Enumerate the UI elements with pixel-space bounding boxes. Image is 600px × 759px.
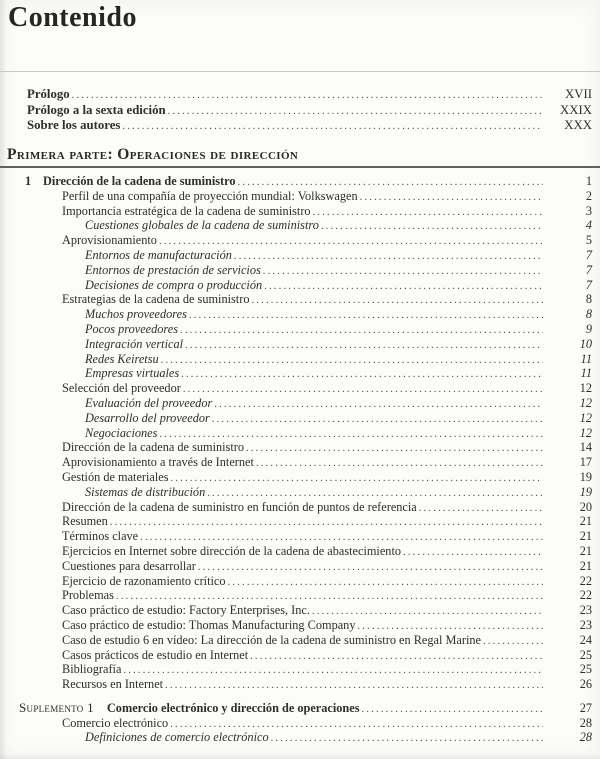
toc-entry <box>0 633 592 648</box>
entry-page: 14 <box>579 440 592 455</box>
entry-page: 3 <box>585 203 592 218</box>
entry-page: 12 <box>579 410 592 425</box>
entry-page: 20 <box>579 499 592 514</box>
entry-page: 24 <box>579 632 592 647</box>
entry-label: Entornos de manufacturación <box>85 247 232 262</box>
dot-leader <box>168 103 543 120</box>
entry-page: 21 <box>579 514 592 529</box>
entry-page: 25 <box>579 662 592 677</box>
toc-entry <box>0 500 592 515</box>
toc-entry <box>0 411 592 426</box>
toc-entry <box>0 118 592 134</box>
entry-page: 12 <box>579 425 592 440</box>
entry-page: 11 <box>580 366 592 381</box>
entry-label: Gestión de materiales <box>62 469 169 484</box>
toc-entry <box>0 87 592 103</box>
entry-page: 8 <box>585 292 592 307</box>
entry-page: 22 <box>579 588 592 603</box>
entry-label: Caso práctico de estudio: Thomas Manufacturing Company <box>62 617 356 632</box>
toc-entry <box>0 603 592 618</box>
toc-entry <box>0 233 592 248</box>
dot-leader <box>72 87 543 104</box>
toc-entry <box>0 263 592 278</box>
entry-page: 5 <box>585 233 592 248</box>
entry-label: Empresas virtuales <box>85 366 180 381</box>
entry-page: 7 <box>585 277 592 292</box>
toc-entry <box>0 470 592 485</box>
entry-page: 26 <box>579 677 592 692</box>
toc-entry <box>0 426 592 441</box>
chapter-number: 1 <box>25 174 32 188</box>
entry-page: 21 <box>579 529 592 544</box>
toc-entry <box>0 559 592 574</box>
entry-label: Cuestiones globales de la cadena de suministro <box>85 218 319 233</box>
toc-entry <box>0 455 592 470</box>
toc-entry <box>0 544 592 559</box>
toc-entry <box>0 574 592 589</box>
dot-leader <box>165 677 543 694</box>
entry-label: Decisiones de compra o producción <box>85 277 263 292</box>
page-title: Contenido <box>8 2 137 33</box>
entry-label: Perfil de una compañía de proyección mundial: Volkswagen <box>62 188 358 203</box>
entry-label: Cuestiones para desarrollar <box>62 558 196 573</box>
front-matter-list <box>0 87 592 134</box>
entry-label: Prólogo a la sexta edición <box>27 102 166 117</box>
entry-page: 21 <box>579 558 592 573</box>
entry-label: Términos clave <box>62 529 139 544</box>
entry-label: Prólogo <box>27 87 70 101</box>
entry-label: Importancia estratégica de la cadena de suministro <box>62 203 311 218</box>
dot-leader <box>271 730 543 747</box>
entry-page: 10 <box>579 336 592 351</box>
entry-page: 11 <box>580 351 592 366</box>
top-divider <box>0 71 600 72</box>
toc-entry <box>0 514 592 529</box>
toc-entry <box>0 396 592 411</box>
entry-label: Ejercicios en Internet sobre dirección de la cadena de abastecimiento <box>62 543 402 558</box>
toc-entry <box>0 218 592 233</box>
entry-page: 2 <box>585 188 592 203</box>
entry-label: Redes Keiretsu <box>85 351 159 366</box>
entry-label: Negociaciones <box>85 425 158 440</box>
toc-entry <box>0 337 592 352</box>
entry-label: Ejercicio de razonamiento crítico <box>62 573 226 588</box>
toc-entry <box>0 248 592 263</box>
entry-label: Aprovisionamiento a través de Internet <box>62 455 254 470</box>
section-title: Dirección de la cadena de suministro <box>43 174 236 188</box>
chapter-list <box>0 174 592 745</box>
entry-label: Entornos de prestación de servicios <box>85 262 261 277</box>
toc-entry <box>0 716 592 731</box>
entry-page: 12 <box>579 381 592 396</box>
entry-page: 7 <box>585 247 592 262</box>
entry-page: 12 <box>579 395 592 410</box>
section-heading-entry <box>0 174 592 189</box>
entry-label: Aprovisionamiento <box>62 233 157 248</box>
entry-label: Estrategias de la cadena de suministro <box>62 292 250 307</box>
entry-page: 27 <box>579 700 592 715</box>
entry-page: 19 <box>579 469 592 484</box>
section-title: Comercio electrónico y dirección de operaciones <box>106 700 360 715</box>
toc-entry <box>0 352 592 367</box>
entry-page: 23 <box>579 603 592 618</box>
entry-label: Problemas <box>62 588 114 603</box>
entry-page: XXX <box>564 118 592 132</box>
entry-label: Comercio electrónico <box>62 715 169 730</box>
toc-entry <box>0 322 592 337</box>
entry-label: Desarrollo del proveedor <box>85 410 210 425</box>
toc-entry <box>0 307 592 322</box>
toc-entry <box>0 366 592 381</box>
dot-leader <box>122 118 543 135</box>
entry-page: 1 <box>585 174 592 188</box>
toc-entry <box>0 440 592 455</box>
part-heading: Primera parte: Operaciones de dirección <box>7 146 299 163</box>
entry-page: 19 <box>579 484 592 499</box>
entry-page: 28 <box>579 730 592 745</box>
entry-label: Bibliografía <box>62 662 122 677</box>
entry-page: XXIX <box>560 102 592 117</box>
toc-entry <box>0 278 592 293</box>
toc-entry <box>0 103 592 119</box>
toc-entry <box>0 529 592 544</box>
entry-label: Definiciones de comercio electrónico <box>85 730 269 745</box>
entry-label: Sistemas de distribución <box>85 484 206 499</box>
supplement-label: Suplemento 1 <box>19 699 94 715</box>
entry-label: Sobre los autores <box>27 118 121 132</box>
entry-page: XVII <box>564 87 592 101</box>
entry-label: Pocos proveedores <box>85 321 178 336</box>
entry-page: 28 <box>579 715 592 730</box>
entry-label: Dirección de la cadena de suministro en función de puntos de referencia <box>62 499 417 514</box>
entry-label: Casos prácticos de estudio en Internet <box>62 647 249 662</box>
entry-page: 22 <box>579 573 592 588</box>
entry-label: Selección del proveedor <box>62 381 181 396</box>
entry-page: 25 <box>579 647 592 662</box>
entry-label: Caso de estudio 6 en vídeo: La dirección de la cadena de suministro en Regal Marine <box>62 632 481 647</box>
toc-entry <box>0 677 592 692</box>
toc-entry <box>0 485 592 500</box>
toc-entry <box>0 204 592 219</box>
toc-entry <box>0 381 592 396</box>
toc-entry <box>0 292 592 307</box>
part-divider <box>0 166 600 168</box>
toc-entry <box>0 648 592 663</box>
entry-label: Evaluación del proveedor <box>85 395 213 410</box>
toc-entry <box>0 662 592 677</box>
toc-entry <box>0 189 592 204</box>
section-heading-entry <box>0 701 592 716</box>
entry-page: 7 <box>585 262 592 277</box>
entry-page: 21 <box>579 543 592 558</box>
toc-entry <box>0 730 592 745</box>
toc-entry <box>0 618 592 633</box>
scan-edge-shadow <box>0 754 600 759</box>
entry-page: 4 <box>585 218 592 233</box>
entry-label: Dirección de la cadena de suministro <box>62 440 244 455</box>
entry-label: Resumen <box>62 514 108 529</box>
entry-label: Caso práctico de estudio: Factory Enterprises, Inc. <box>62 603 310 618</box>
entry-page: 9 <box>585 321 592 336</box>
entry-page: 23 <box>579 617 592 632</box>
entry-page: 8 <box>585 307 592 322</box>
entry-page: 17 <box>579 455 592 470</box>
toc-entry <box>0 588 592 603</box>
entry-label: Muchos proveedores <box>85 307 187 322</box>
entry-label: Integración vertical <box>85 336 184 351</box>
entry-label: Recursos en Internet <box>62 677 164 692</box>
